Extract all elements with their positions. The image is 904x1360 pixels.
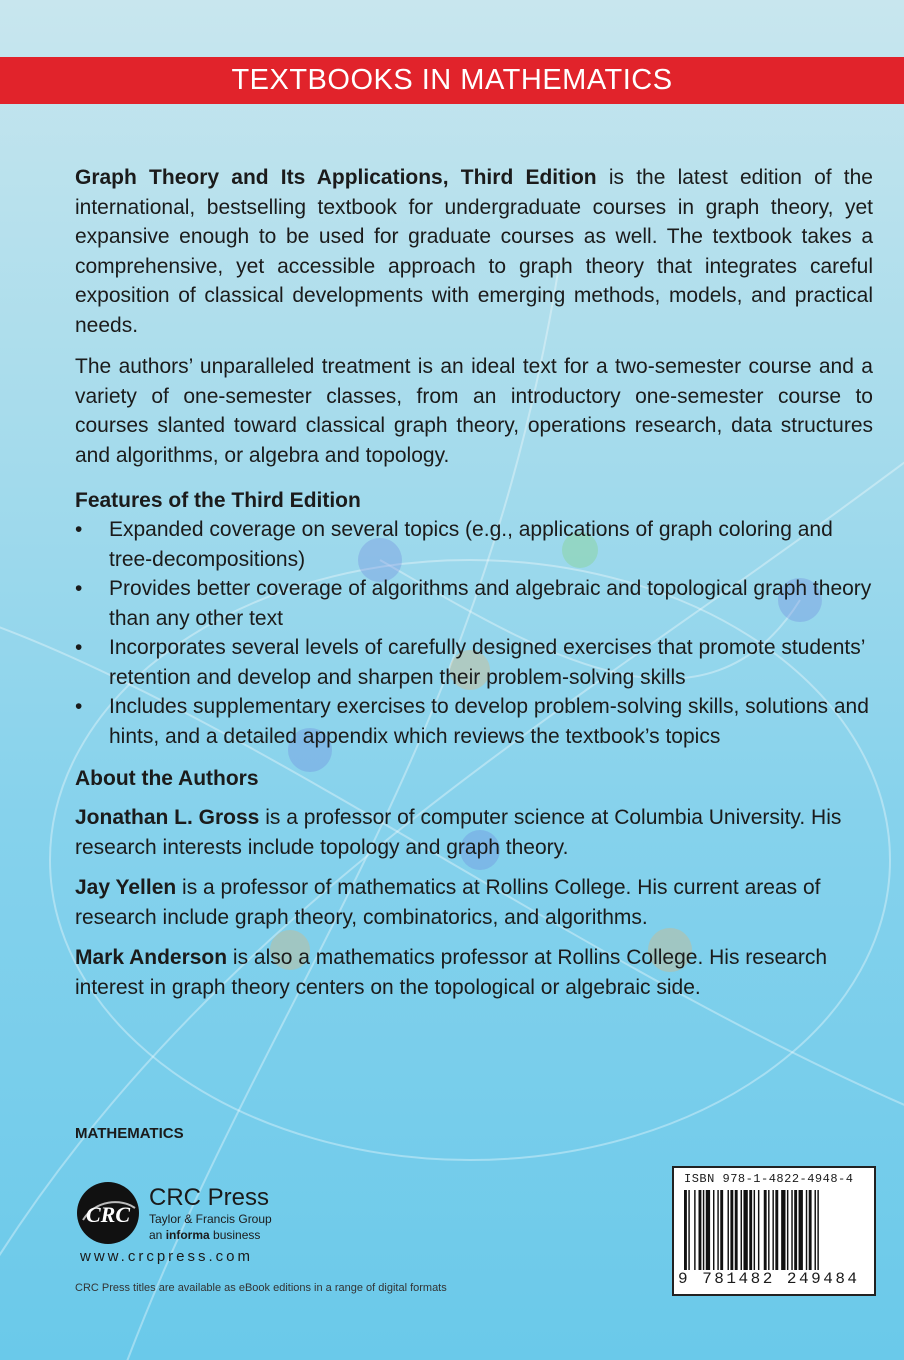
- barcode-bar: [758, 1190, 759, 1270]
- publisher-business: an informa business: [149, 1228, 261, 1242]
- isbn-barcode: [672, 1166, 876, 1296]
- author-bio: Jonathan L. Gross is a professor of computer science at Columbia University. His research interests include topology and graph theory.: [75, 806, 842, 859]
- barcode-bar: [787, 1190, 788, 1270]
- author-name: Jay Yellen: [75, 876, 177, 899]
- bullet-icon: •: [75, 695, 83, 718]
- feature-item: • Provides better coverage of algorithms and algebraic and topological graph theory than any other text: [75, 574, 873, 633]
- barcode-bar: [806, 1190, 807, 1270]
- publisher-block: [75, 1178, 375, 1298]
- barcode-digits: 9 781482 249484: [678, 1270, 860, 1288]
- barcode-bar: [817, 1190, 818, 1270]
- barcode-bar: [809, 1190, 812, 1270]
- crc-logo-text: CRC: [85, 1202, 131, 1227]
- feature-item: • Includes supplementary exercises to develop problem-solving skills, solutions and hints, and a detailed appendix which reviews the textbook’s topics: [75, 692, 873, 751]
- book-title: Graph Theory and Its Applications, Third Edition: [75, 166, 597, 189]
- barcode-bar: [799, 1190, 803, 1270]
- crc-logo-icon: [75, 1180, 141, 1246]
- back-cover-content: [75, 163, 873, 1013]
- barcode-bar: [684, 1190, 687, 1270]
- barcode-bar: [706, 1190, 710, 1270]
- barcode-bar: [764, 1190, 767, 1270]
- intro-paragraph: [75, 163, 873, 340]
- barcode-bar: [735, 1190, 738, 1270]
- barcode-bars: [684, 1190, 862, 1270]
- barcode-bar: [815, 1190, 816, 1270]
- bullet-icon: •: [75, 636, 83, 659]
- barcode-bar: [749, 1190, 752, 1270]
- author-name: Mark Anderson: [75, 946, 228, 969]
- feature-item: • Expanded coverage on several topics (e.g., applications of graph coloring and tree-decompositions): [75, 515, 873, 574]
- barcode-bar: [743, 1190, 747, 1270]
- author-bio: Jay Yellen is a professor of mathematics at Rollins College. His current areas of research include graph theory, combinatorics, and algorithms.: [75, 876, 821, 929]
- barcode-bar: [728, 1190, 729, 1270]
- authors-heading: About the Authors: [75, 767, 259, 790]
- barcode-bar: [720, 1190, 723, 1270]
- ebook-note: CRC Press titles are available as eBook editions in a range of digital formats: [75, 1282, 447, 1294]
- treatment-paragraph: The authors’ unparalleled treatment is an ideal text for a two-semester course and a variety of one-semester classes, from an introductory one-semester course to courses slanted toward classical graph theory, operations research, data structures and algorithms, or algebra and topology.: [75, 355, 873, 467]
- bullet-icon: •: [75, 577, 83, 600]
- publisher-name: CRC Press: [149, 1184, 270, 1211]
- publisher-url[interactable]: www.crcpress.com: [80, 1248, 254, 1265]
- barcode-bar: [730, 1190, 733, 1270]
- author-name: Jonathan L. Gross: [75, 806, 260, 829]
- barcode-bar: [699, 1190, 702, 1270]
- barcode-bar: [791, 1190, 792, 1270]
- series-banner: TEXTBOOKS IN MATHEMATICS: [0, 57, 904, 104]
- features-heading: Features of the Third Edition: [75, 489, 361, 512]
- barcode-bar: [688, 1190, 689, 1270]
- publisher-group: Taylor & Francis Group: [149, 1212, 272, 1226]
- barcode-bar: [772, 1190, 773, 1270]
- barcode-bar: [794, 1190, 797, 1270]
- barcode-bar: [741, 1190, 742, 1270]
- author-bio: Mark Anderson is also a mathematics professor at Rollins College. His research interest in graph theory centers on the topological or algebraic side.: [75, 946, 827, 999]
- barcode-bar: [713, 1190, 714, 1270]
- isbn-label: ISBN 978-1-4822-4948-4: [684, 1172, 854, 1186]
- barcode-bar: [703, 1190, 704, 1270]
- barcode-bar: [768, 1190, 769, 1270]
- barcode-bar: [781, 1190, 785, 1270]
- category-label: MATHEMATICS: [75, 1125, 184, 1142]
- features-list: [75, 515, 873, 751]
- barcode-bar: [775, 1190, 778, 1270]
- feature-item: • Incorporates several levels of carefully designed exercises that promote students’ retention and develop and sharpen their problem-solving skills: [75, 633, 873, 692]
- intro-text: is the latest edition of the international, bestselling textbook for undergraduate courses in graph theory, yet expansive enough to be used for graduate courses as well. The textbook takes a comprehensive, yet accessible approach to graph theory that integrates careful exposition of classical developments with emerging methods, models, and practical needs.: [75, 166, 873, 337]
- barcode-bar: [754, 1190, 755, 1270]
- barcode-bar: [717, 1190, 718, 1270]
- barcode-bar: [694, 1190, 695, 1270]
- bullet-icon: •: [75, 518, 83, 541]
